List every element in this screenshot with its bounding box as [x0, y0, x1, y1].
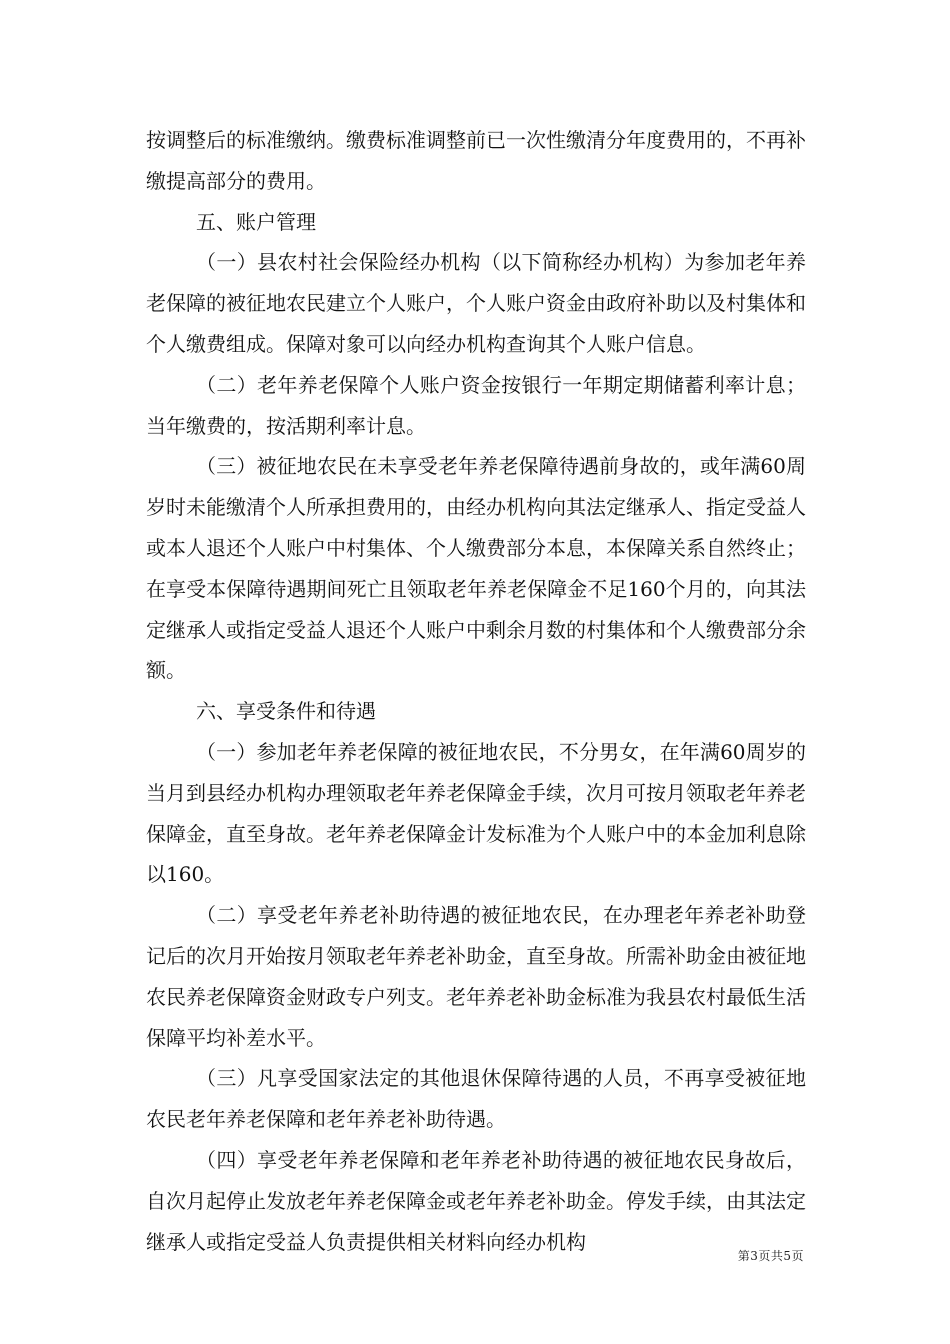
section-heading-account-management: 五、账户管理 [196, 209, 316, 234]
paragraph-5-3: （三）被征地农民在未享受老年养老保障待遇前身故的，或年满60周岁时未能缴清个人所承担费用的，由经办机构向其法定继承人、指定受益人或本人退还个人账户中村集体、个人缴费部分本息，本保障关系自然终止；在享受本保障待遇期间死亡且领取老年养老保障金不足160个月的，向其法定继承人或指定受益人退还个人账户中剩余月数的村集体和个人缴费部分余额。 [146, 454, 806, 683]
paragraph-5-1: （一）县农村社会保险经办机构（以下简称经办机构）为参加老年养老保障的被征地农民建立个人账户，个人账户资金由政府补助以及村集体和个人缴费组成。保障对象可以向经办机构查询其个人账户信息。 [146, 250, 806, 356]
paragraph-6-1: （一）参加老年养老保障的被征地农民，不分男女，在年满60周岁的当月到县经办机构办理领取老年养老保障金手续，次月可按月领取老年养老保障金，直至身故。老年养老保障金计发标准为个人账户中的本金加利息除以160。 [146, 739, 806, 887]
section-heading-conditions-benefits: 六、享受条件和待遇 [196, 699, 376, 724]
paragraph-6-3: （三）凡享受国家法定的其他退休保障待遇的人员，不再享受被征地农民老年养老保障和老年养老补助待遇。 [146, 1066, 806, 1132]
document-body [146, 120, 806, 1262]
page-number-footer: 第3页共5页 [737, 1249, 804, 1263]
paragraph-6-4: （四）享受老年养老保障和老年养老补助待遇的被征地农民身故后，自次月起停止发放老年养老保障金或老年养老补助金。停发手续，由其法定继承人或指定受益人负责提供相关材料向经办机构 [146, 1147, 806, 1254]
paragraph-6-2: （二）享受老年养老补助待遇的被征地农民，在办理老年养老补助登记后的次月开始按月领取老年养老补助金，直至身故。所需补助金由被征地农民养老保障资金财政专户列支。老年养老补助金标准为我县农村最低生活保障平均补差水平。 [146, 903, 806, 1050]
paragraph-5-2: （二）老年养老保障个人账户资金按银行一年期定期储蓄利率计息；当年缴费的，按活期利率计息。 [146, 372, 806, 438]
paragraph-continuation: 按调整后的标准缴纳。缴费标准调整前已一次性缴清分年度费用的，不再补缴提高部分的费用。 [146, 128, 806, 193]
